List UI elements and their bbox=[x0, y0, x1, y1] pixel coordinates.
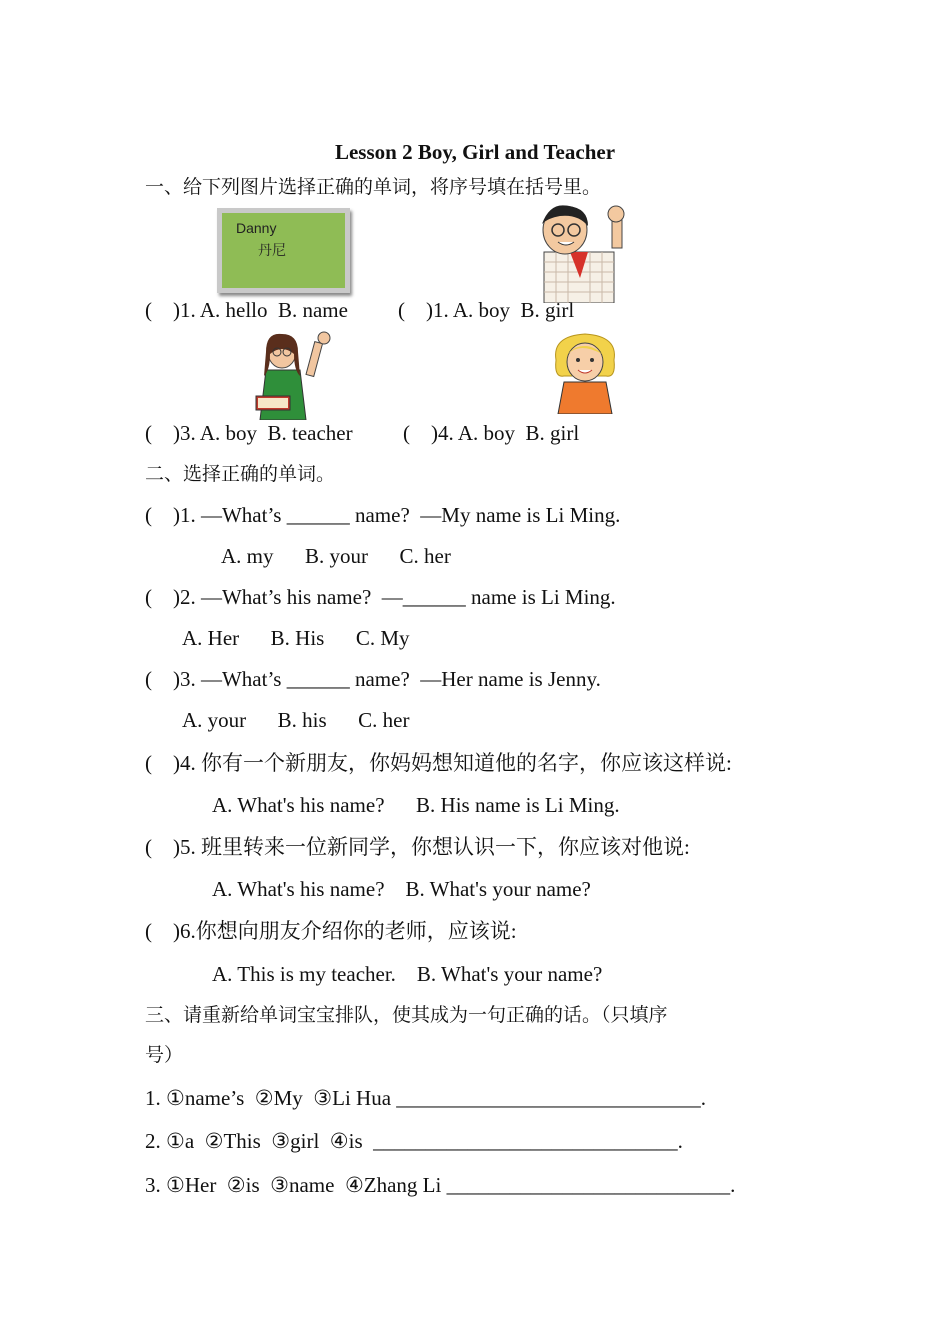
s1-question-2: ( )1. A. boy B. girl bbox=[398, 298, 575, 322]
section3-heading: 三、请重新给单词宝宝排队，使其成为一句正确的话。（只填序 bbox=[145, 1004, 668, 1026]
s2-question-4-options: A. What's his name? B. His name is Li Ming. bbox=[212, 793, 620, 817]
s2-question-6-options: A. This is my teacher. B. What's your name? bbox=[212, 962, 603, 986]
girl-image bbox=[550, 332, 620, 414]
section2-heading: 二、选择正确的单词。 bbox=[145, 463, 336, 485]
s3-question-3: 3. ①Her ②is ③name ④Zhang Li ___________________________. bbox=[145, 1173, 736, 1197]
s2-question-3: ( )3. —What’s ______ name? —Her name is Jenny. bbox=[145, 667, 601, 691]
s1-question-1: ( )1. A. hello B. name bbox=[145, 298, 348, 322]
section3-heading-cont: 号） bbox=[145, 1044, 184, 1066]
s2-question-1: ( )1. —What’s ______ name? —My name is Li Ming. bbox=[145, 503, 621, 527]
boy-waving-image bbox=[530, 200, 630, 303]
s2-question-3-options: A. your B. his C. her bbox=[182, 708, 410, 732]
s2-question-5-options: A. What's his name? B. What's your name? bbox=[212, 877, 591, 901]
s1-question-4: ( )4. A. boy B. girl bbox=[403, 421, 580, 445]
page-title: Lesson 2 Boy, Girl and Teacher bbox=[334, 140, 616, 164]
s2-question-4: ( )4. 你有一个新朋友，你妈妈想知道他的名字，你应该这样说: bbox=[145, 751, 732, 775]
s1-question-3: ( )3. A. boy B. teacher bbox=[145, 421, 353, 445]
section1-heading: 一、给下列图片选择正确的单词，将序号填在括号里。 bbox=[145, 176, 602, 198]
s2-question-1-options: A. my B. your C. her bbox=[221, 544, 451, 568]
s2-question-2-options: A. Her B. His C. My bbox=[182, 626, 410, 650]
danny-name-card bbox=[217, 208, 350, 293]
s2-question-5: ( )5. 班里转来一位新同学，你想认识一下，你应该对他说: bbox=[145, 835, 690, 859]
teacher-image bbox=[248, 330, 336, 420]
s2-question-6: ( )6.你想向朋友介绍你的老师，应该说: bbox=[145, 919, 517, 943]
s2-question-2: ( )2. —What’s his name? —______ name is Li Ming. bbox=[145, 585, 616, 609]
s3-question-2: 2. ①a ②This ③girl ④is _____________________________. bbox=[145, 1129, 683, 1153]
s3-question-1: 1. ①name’s ②My ③Li Hua _____________________________. bbox=[145, 1086, 707, 1110]
card-name-en: Danny bbox=[236, 220, 277, 236]
card-name-cn: 丹尼 bbox=[258, 243, 286, 259]
